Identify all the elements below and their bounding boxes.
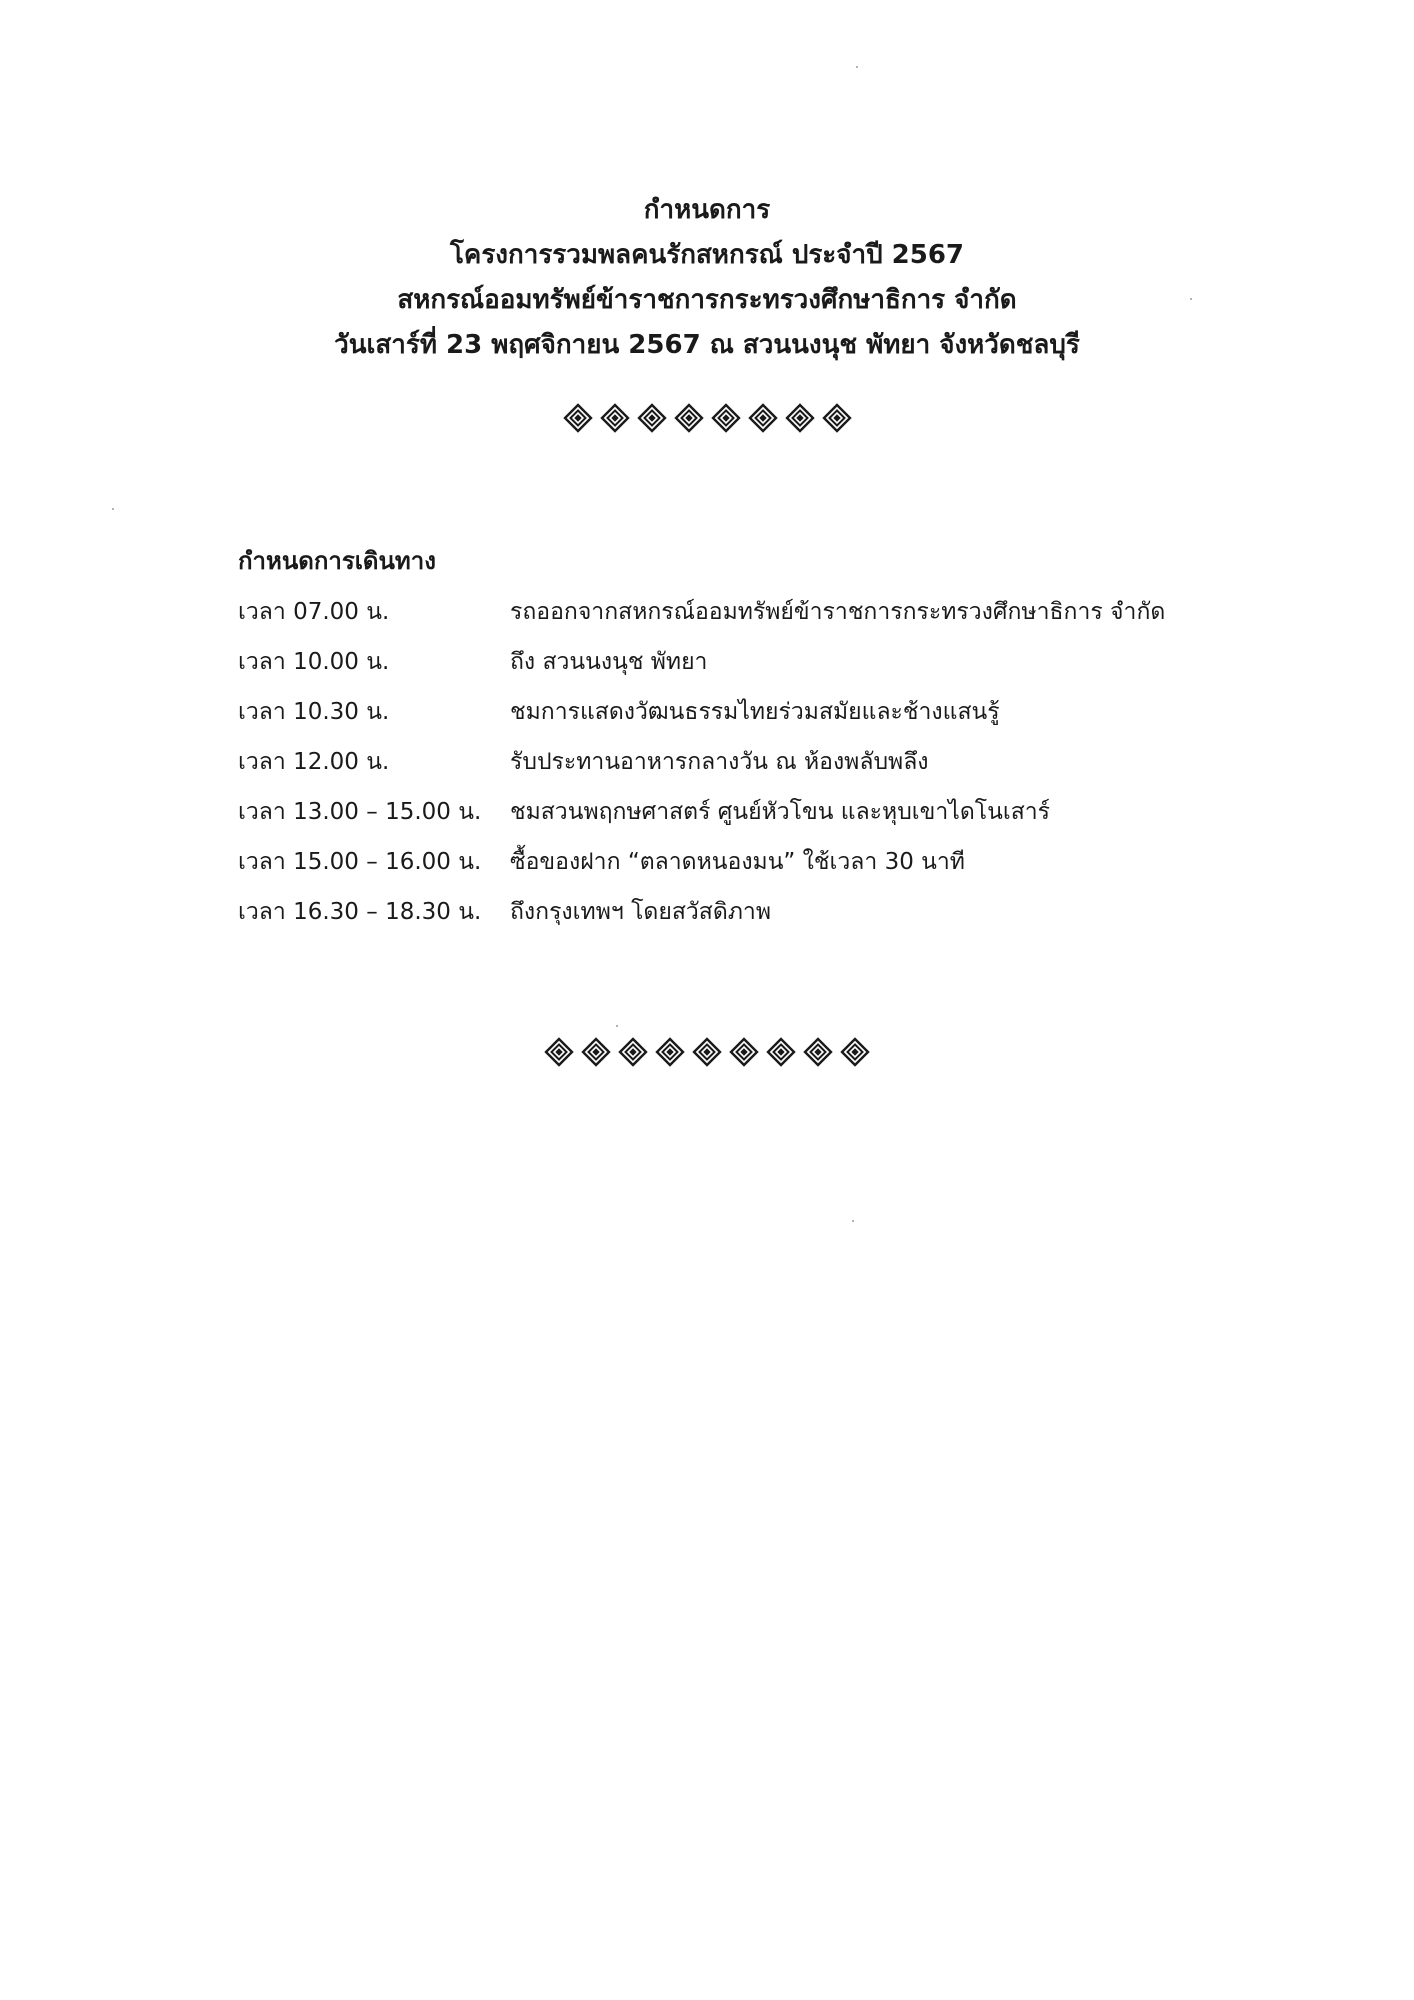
schedule-activity: ชมการแสดงวัฒนธรรมไทยร่วมสมัยและช้างแสนรู้ — [510, 699, 1000, 725]
diamond-ornament-icon — [618, 1037, 648, 1067]
schedule-row — [238, 687, 1238, 737]
schedule-time: เวลา 12.00 น. — [238, 749, 390, 775]
header-project-name: โครงการรวมพลคนรักสหกรณ์ ประจำปี 2567 — [449, 240, 965, 270]
diamond-ornament-icon — [785, 403, 815, 433]
schedule-time: เวลา 10.00 น. — [238, 649, 390, 675]
schedule-time: เวลา 16.30 – 18.30 น. — [238, 899, 482, 925]
schedule-time: เวลา 07.00 น. — [238, 599, 390, 625]
diamond-ornament-icon — [637, 403, 667, 433]
document-header — [0, 188, 1414, 368]
schedule-row — [238, 587, 1238, 637]
schedule-row — [238, 637, 1238, 687]
schedule-time: เวลา 10.30 น. — [238, 699, 390, 725]
schedule-activity: ถึง สวนนงนุช พัทยา — [510, 649, 708, 675]
diamond-ornament-icon — [711, 403, 741, 433]
schedule-activity: ซื้อของฝาก “ตลาดหนองมน” ใช้เวลา 30 นาที — [510, 849, 965, 875]
diamond-ornament-icon — [840, 1037, 870, 1067]
schedule-time: เวลา 13.00 – 15.00 น. — [238, 799, 482, 825]
diamond-ornament-icon — [581, 1037, 611, 1067]
schedule-activity: ชมสวนพฤกษศาสตร์ ศูนย์หัวโขน และหุบเขาไดโนเสาร์ — [510, 799, 1051, 825]
diamond-ornament-icon — [655, 1037, 685, 1067]
travel-schedule — [238, 539, 1238, 937]
diamond-ornament-icon — [766, 1037, 796, 1067]
schedule-row — [238, 837, 1238, 887]
schedule-row — [238, 887, 1238, 937]
header-title: กำหนดการ — [643, 195, 771, 225]
diamond-ornament-icon — [544, 1037, 574, 1067]
schedule-row — [238, 787, 1238, 837]
schedule-title: กำหนดการเดินทาง — [238, 547, 436, 575]
header-organization: สหกรณ์ออมทรัพย์ข้าราชการกระทรวงศึกษาธิการ จำกัด — [397, 285, 1017, 315]
ornament-divider-top — [0, 403, 1414, 433]
diamond-ornament-icon — [822, 403, 852, 433]
diamond-ornament-icon — [674, 403, 704, 433]
schedule-activity: รับประทานอาหารกลางวัน ณ ห้องพลับพลึง — [510, 749, 929, 775]
ornament-divider-bottom — [0, 1037, 1414, 1067]
schedule-time: เวลา 15.00 – 16.00 น. — [238, 849, 482, 875]
diamond-ornament-icon — [748, 403, 778, 433]
diamond-ornament-icon — [803, 1037, 833, 1067]
diamond-ornament-icon — [729, 1037, 759, 1067]
diamond-ornament-icon — [692, 1037, 722, 1067]
diamond-ornament-icon — [563, 403, 593, 433]
diamond-ornament-icon — [600, 403, 630, 433]
schedule-activity: รถออกจากสหกรณ์ออมทรัพย์ข้าราชการกระทรวงศึกษาธิการ จำกัด — [510, 599, 1166, 625]
header-date-venue: วันเสาร์ที่ 23 พฤศจิกายน 2567 ณ สวนนงนุช พัทยา จังหวัดชลบุรี — [334, 330, 1080, 360]
schedule-row — [238, 737, 1238, 787]
schedule-activity: ถึงกรุงเทพฯ โดยสวัสดิภาพ — [510, 899, 772, 925]
